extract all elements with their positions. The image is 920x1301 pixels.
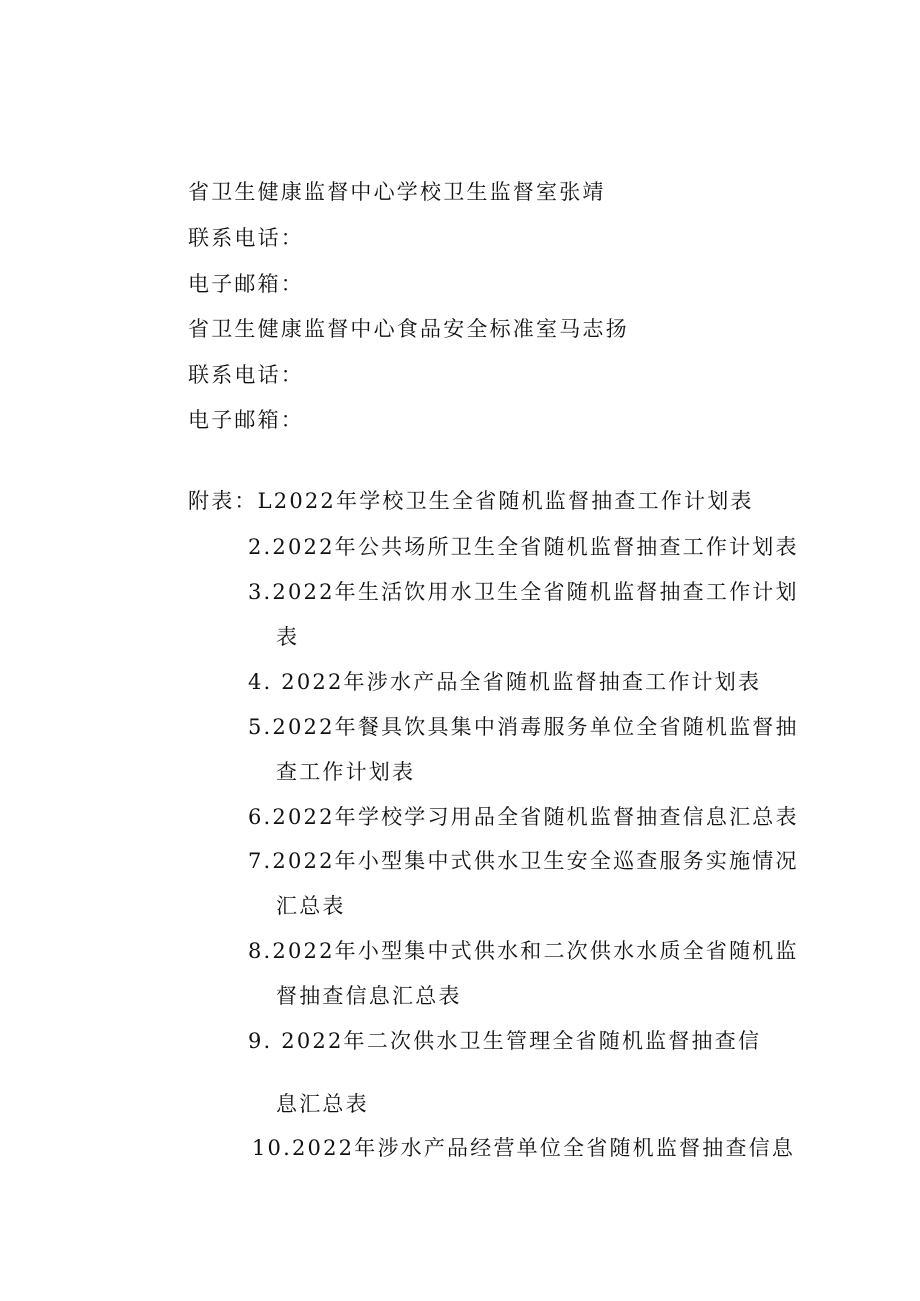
- contact-1-name: 省卫生健康监督中心学校卫生监督室张靖: [188, 180, 606, 204]
- contact-1-email-label: 电子邮箱：: [188, 272, 304, 296]
- attachments-label: 附表：: [188, 489, 258, 513]
- attachment-item-3: 3.2022年生活饮用水卫生全省随机监督抽查工作计划: [248, 580, 799, 604]
- attachment-item-7: 7.2022年小型集中式供水卫生安全巡查服务实施情况: [248, 849, 799, 873]
- attachment-item-9: 9. 2022年二次供水卫生管理全省随机监督抽查信: [248, 1029, 762, 1053]
- attachment-item-8-cont: 督抽查信息汇总表: [276, 984, 462, 1008]
- attachment-item-5-cont: 查工作计划表: [276, 760, 416, 784]
- contact-2-name: 省卫生健康监督中心食品安全标准室马志扬: [188, 317, 629, 341]
- attachment-item-5: 5.2022年餐具饮具集中消毒服务单位全省随机监督抽: [248, 715, 799, 739]
- attachment-item-1: L2022年学校卫生全省随机监督抽查工作计划表: [257, 489, 754, 513]
- attachment-item-2: 2.2022年公共场所卫生全省随机监督抽查工作计划表: [248, 535, 799, 559]
- attachment-item-8: 8.2022年小型集中式供水和二次供水水质全省随机监: [248, 939, 799, 963]
- attachment-item-3-cont: 表: [276, 625, 300, 649]
- attachment-item-4: 4. 2022年涉水产品全省随机监督抽查工作计划表: [248, 670, 762, 694]
- attachments-heading: [188, 487, 754, 515]
- attachment-item-9-cont: 息汇总表: [276, 1092, 369, 1116]
- attachment-item-10: 10.2022年涉水产品经营单位全省随机监督抽查信息: [252, 1136, 796, 1160]
- contact-2-email-label: 电子邮箱：: [188, 408, 304, 432]
- contact-1-phone-label: 联系电话：: [188, 226, 304, 250]
- attachment-item-6: 6.2022年学校学习用品全省随机监督抽查信息汇总表: [248, 805, 799, 829]
- attachment-item-7-cont: 汇总表: [276, 894, 346, 918]
- contact-2-phone-label: 联系电话：: [188, 363, 304, 387]
